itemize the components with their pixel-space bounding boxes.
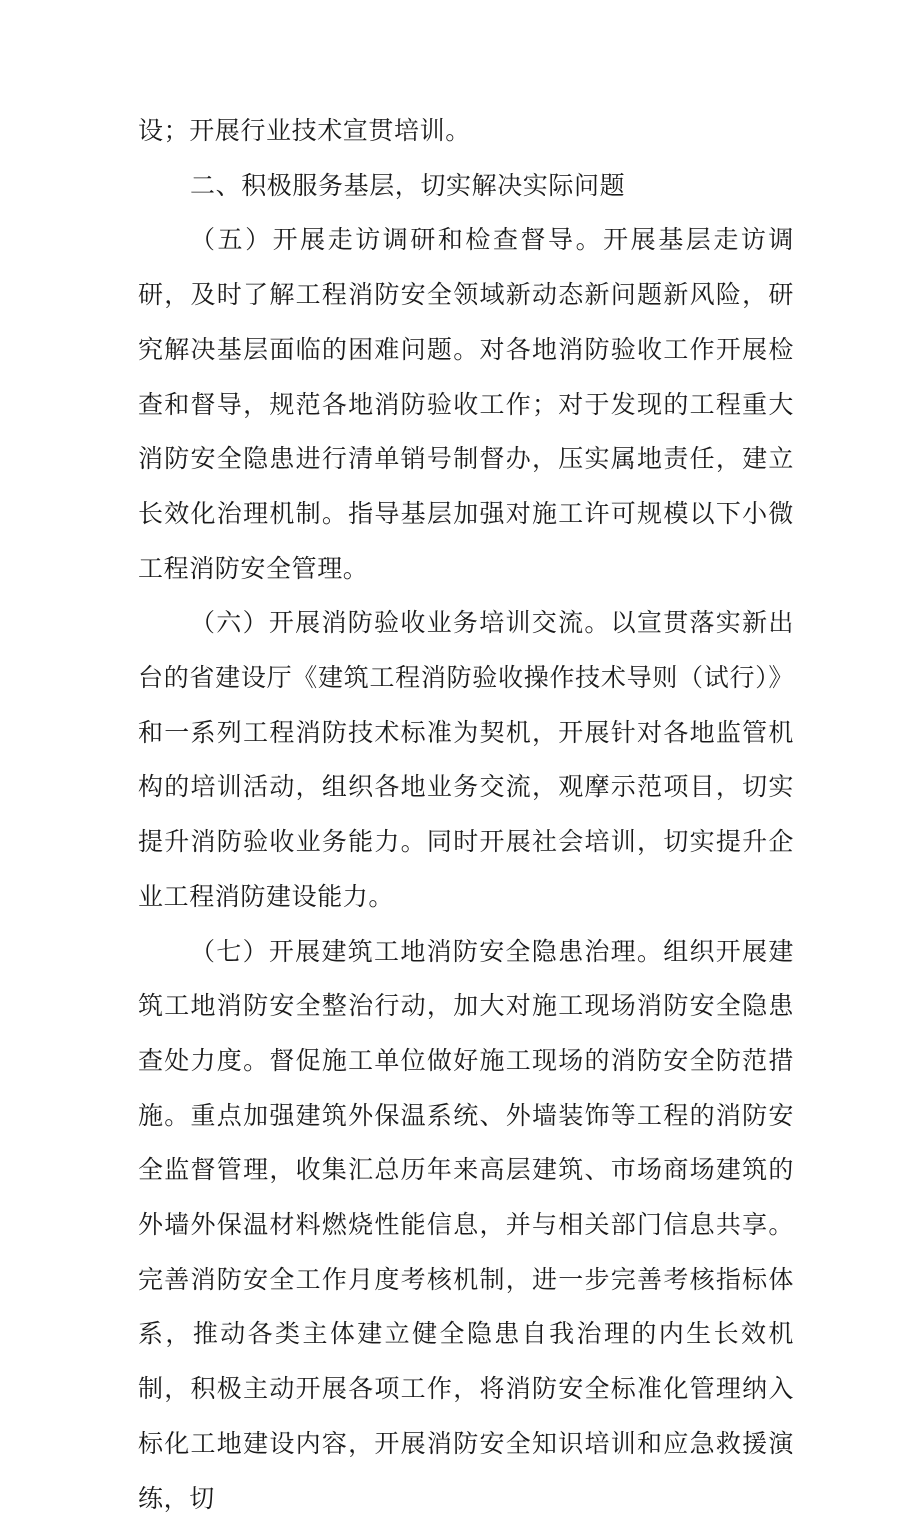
document-body bbox=[138, 104, 794, 1526]
section-heading: 二、积极服务基层，切实解决实际问题 bbox=[190, 170, 626, 200]
paragraph-item-6: （六）开展消防验收业务培训交流。以宣贯落实新出台的省建设厅《建筑工程消防验收操作技术导则（试行）》和一系列工程消防技术标准为契机，开展针对各地监管机构的培训活动，组织各地业务交流，观摩示范项目，切实提升消防验收业务能力。同时开展社会培训，切实提升企业工程消防建设能力。 bbox=[138, 608, 794, 911]
paragraph-item-5: （五）开展走访调研和检查督导。开展基层走访调研，及时了解工程消防安全领域新动态新问题新风险，研究解决基层面临的困难问题。对各地消防验收工作开展检查和督导，规范各地消防验收工作；对于发现的工程重大消防安全隐患进行清单销号制督办，压实属地责任，建立长效化治理机制。指导基层加强对施工许可规模以下小微工程消防安全管理。 bbox=[138, 225, 794, 583]
paragraph-item-7: （七）开展建筑工地消防安全隐患治理。组织开展建筑工地消防安全整治行动，加大对施工现场消防安全隐患查处力度。督促施工单位做好施工现场的消防安全防范措施。重点加强建筑外保温系统、外墙装饰等工程的消防安全监督管理，收集汇总历年来高层建筑、市场商场建筑的外墙外保温材料燃烧性能信息，并与相关部门信息共享。完善消防安全工作月度考核机制，进一步完善考核指标体系，推动各类主体建立健全隐患自我治理的内生长效机制，积极主动开展各项工作，将消防安全标准化管理纳入标化工地建设内容，开展消防安全知识培训和应急救援演练，切 bbox=[138, 936, 794, 1513]
paragraph-continuation: 设；开展行业技术宣贯培训。 bbox=[138, 116, 471, 145]
